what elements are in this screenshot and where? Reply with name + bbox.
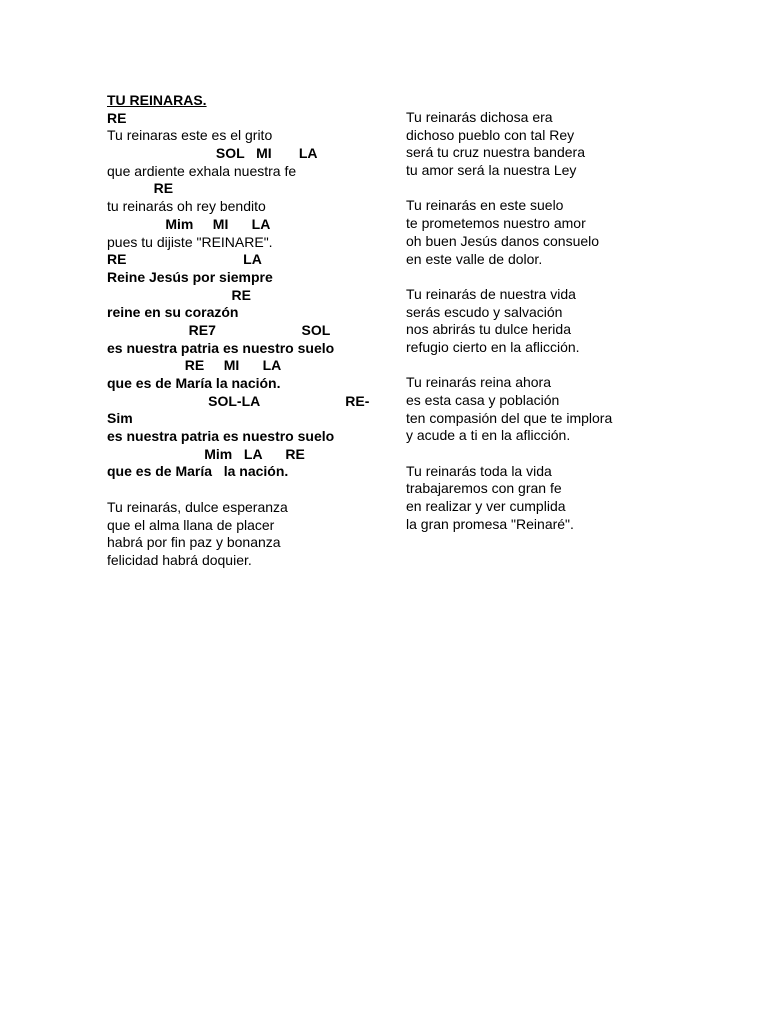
left-line xyxy=(107,481,377,499)
right-line xyxy=(406,357,746,375)
right-line: Tu reinarás en este suelo xyxy=(406,197,564,214)
right-line: es esta casa y población xyxy=(406,392,560,408)
left-line: RE xyxy=(107,180,174,197)
right-line: en este valle de dolor. xyxy=(406,250,543,267)
right-line: te prometemos nuestro amor xyxy=(406,215,586,232)
lyrics-right-column xyxy=(406,109,746,534)
right-line: en realizar y ver cumplida xyxy=(406,498,566,515)
left-line: es nuestra patria es nuestro suelo xyxy=(107,428,335,445)
left-line: Sim xyxy=(107,410,133,427)
left-line: reine en su corazón xyxy=(107,304,239,321)
left-line: SOL-LA RE- xyxy=(107,392,370,409)
right-line: trabajaremos con gran fe xyxy=(406,480,562,497)
right-line: Tu reinarás toda la vida xyxy=(406,462,552,479)
left-line: que ardiente exhala nuestra fe xyxy=(107,162,297,179)
right-line: Tu reinarás dichosa era xyxy=(406,109,553,125)
right-line: Tu reinarás de nuestra vida xyxy=(406,285,576,302)
right-line xyxy=(406,268,746,286)
left-line: SOL MI LA xyxy=(107,145,318,162)
right-line xyxy=(406,445,746,463)
lyrics-left-column xyxy=(107,92,377,570)
right-line xyxy=(406,180,746,198)
left-line: Mim LA RE xyxy=(107,445,305,462)
left-line: que es de María la nación. xyxy=(107,375,281,391)
right-line: Tu reinarás reina ahora xyxy=(406,374,552,391)
left-line: Mim MI LA xyxy=(107,215,271,232)
left-line: RE7 SOL xyxy=(107,321,331,338)
left-line: pues tu dijiste "REINARE". xyxy=(107,233,273,250)
left-line: RE MI LA xyxy=(107,357,282,374)
left-line: RE xyxy=(107,109,127,126)
left-line: tu reinarás oh rey bendito xyxy=(107,198,266,215)
left-line: que es de María la nación. xyxy=(107,463,289,480)
left-line: Tu reinaras este es el grito xyxy=(107,127,273,144)
right-line: serás escudo y salvación xyxy=(406,303,563,320)
right-line: ten compasión del que te implora xyxy=(406,409,613,426)
left-line: es nuestra patria es nuestro suelo xyxy=(107,339,335,356)
right-line: tu amor será la nuestra Ley xyxy=(406,162,577,179)
right-line: será tu cruz nuestra bandera xyxy=(406,144,585,161)
right-line: dichoso pueblo con tal Rey xyxy=(406,126,575,143)
right-line: refugio cierto en la aflicción. xyxy=(406,338,580,355)
right-line: la gran promesa "Reinaré". xyxy=(406,515,574,532)
left-line: que el alma llana de placer xyxy=(107,516,275,533)
left-line: Tu reinarás, dulce esperanza xyxy=(107,498,288,515)
left-line: habrá por fin paz y bonanza xyxy=(107,534,281,551)
left-line: Reine Jesús por siempre xyxy=(107,268,273,285)
left-line: RE xyxy=(107,286,251,303)
left-line: TU REINARAS. xyxy=(107,92,207,108)
right-line: y acude a ti en la aflicción. xyxy=(406,427,571,444)
left-line: RE LA xyxy=(107,251,262,268)
right-line: nos abrirás tu dulce herida xyxy=(406,321,571,338)
right-line: oh buen Jesús danos consuelo xyxy=(406,232,600,249)
left-line: felicidad habrá doquier. xyxy=(107,551,252,568)
